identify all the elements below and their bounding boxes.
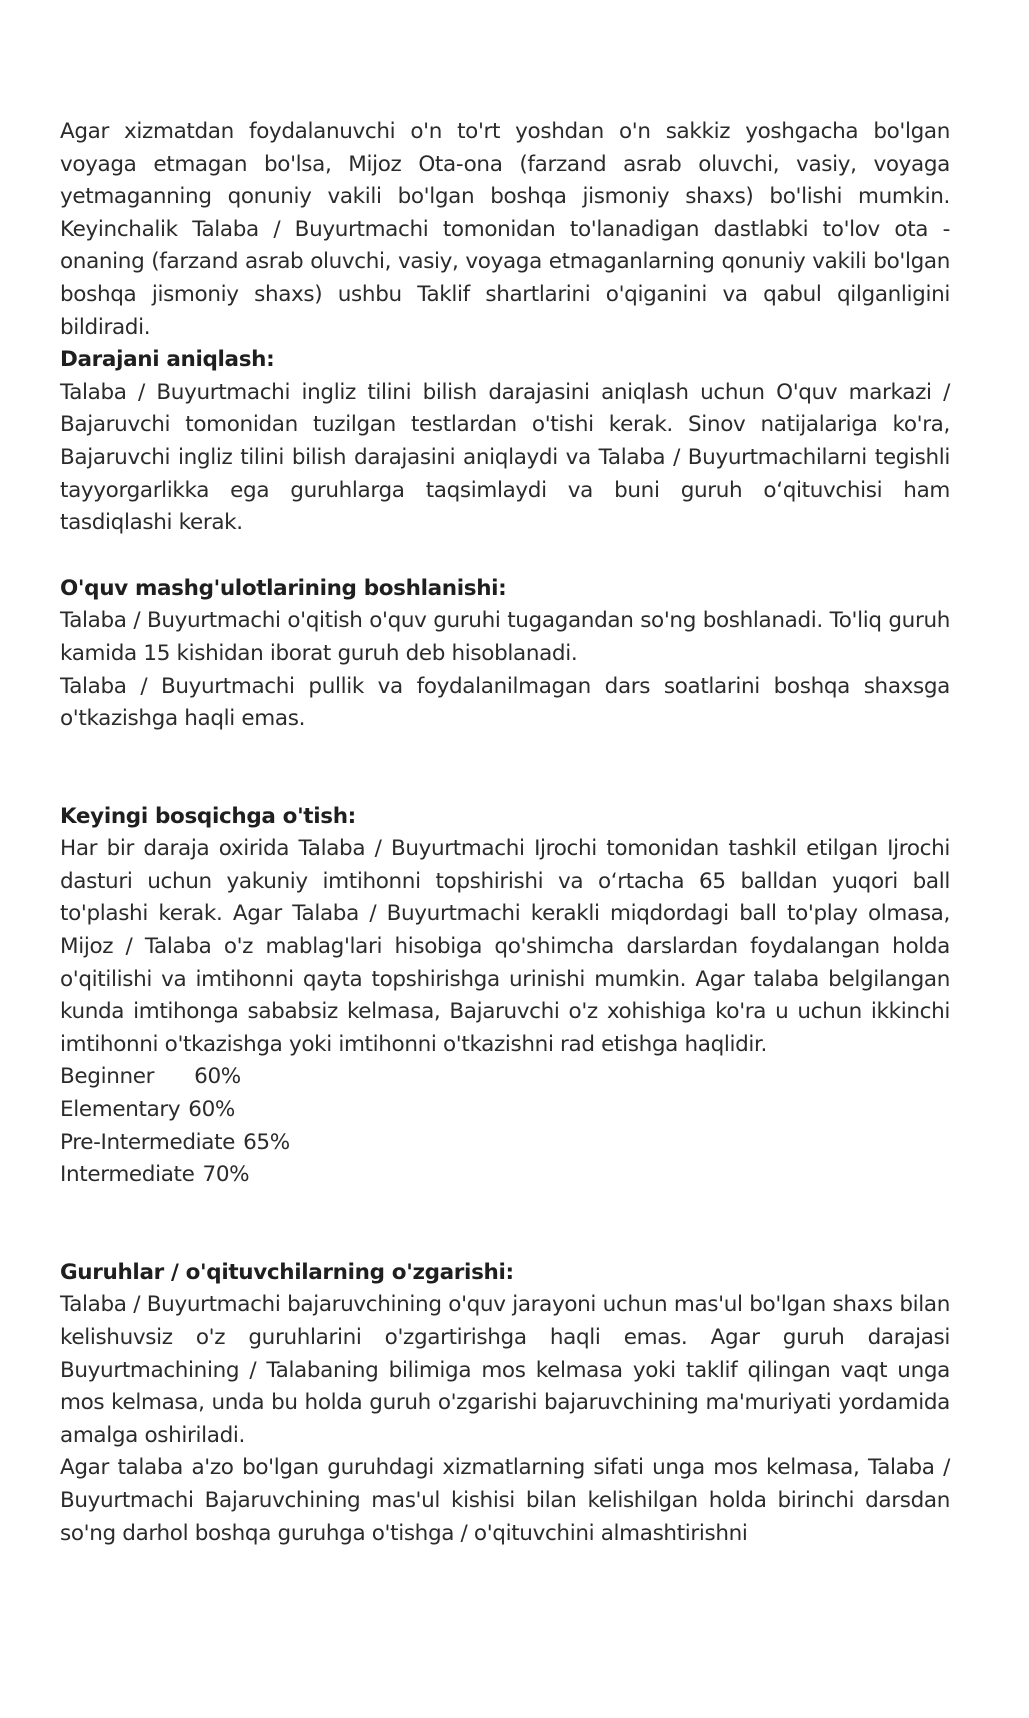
- section-body-change-1: Talaba / Buyurtmachi bajaruvchining o'quv jarayoni uchun mas'ul bo'lgan shaxs bilan kelishuvsiz o'z guruhlarini o'zgartirishga haqli emas. Agar guruh darajasi Buyurtmachining / Talabaning bilimiga mos kelmasa yoki taklif qilingan vaqt unga mos kelmasa, unda bu holda guruh o'zgarishi bajaruvchining ma'muriyati yordamida amalga oshiriladi.: [60, 1292, 950, 1448]
- level-row: [60, 1094, 950, 1127]
- level-name: Beginner: [60, 1064, 155, 1090]
- level-row: [60, 1061, 950, 1094]
- level-row: [60, 1159, 950, 1192]
- section-body-start-1: Talaba / Buyurtmachi o'qitish o'quv guruhi tugagandan so'ng boshlanadi. To'liq guruh kamida 15 kishidan iborat guruh deb hisoblanadi.: [60, 608, 950, 666]
- section-heading-level: Darajani aniqlash:: [60, 347, 275, 373]
- section-body-next: Har bir daraja oxirida Talaba / Buyurtmachi Ijrochi tomonidan tashkil etilgan Ijrochi dasturi uchun yakuniy imtihonni topshirishi va o‘rtacha 65 balldan yuqori ball to'plashi kerak. Agar Talaba / Buyurtmachi kerakli miqdordagi ball to'play olmasa, Mijoz / Talaba o'z mablag'lari hisobiga qo'shimcha darslardan foydalangan holda o'qitilishi va imtihonni qayta topshirishga urinishi mumkin. Agar talaba belgilangan kunda imtihonga sababsiz kelmasa, Bajaruvchi o'z xohishiga ko'ra u uchun ikkinchi imtihonni o'tkazishga yoki imtihonni o'tkazishni rad etishga haqlidir.: [60, 836, 950, 1057]
- section-heading-change: Guruhlar / o'qituvchilarning o'zgarishi:: [60, 1259, 514, 1285]
- level-name: Elementary: [60, 1097, 181, 1123]
- section-body-level: Talaba / Buyurtmachi ingliz tilini bilish darajasini aniqlash uchun O'quv markazi / Bajaruvchi tomonidan tuzilgan testlardan o'tishi kerak. Sinov natijalariga ko'ra, Bajaruvchi ingliz tilini bilish darajasini aniqlaydi va Talaba / Buyurtmachilarni tegishli tayyorgarlikka ega guruhlarga taqsimlaydi va buni guruh o‘qituvchisi ham tasdiqlashi kerak.: [60, 379, 950, 536]
- level-name: Pre-Intermediate: [60, 1129, 236, 1155]
- level-percent: 60%: [188, 1097, 236, 1123]
- document-page: [60, 116, 950, 1550]
- level-percent: 70%: [202, 1162, 250, 1188]
- section-body-start-2: Talaba / Buyurtmachi pullik va foydalanilmagan dars soatlarini boshqa shaxsga o'tkazishga haqli emas.: [60, 673, 950, 732]
- section-heading-next: Keyingi bosqichga o'tish:: [60, 803, 356, 829]
- level-row: [60, 1127, 950, 1160]
- level-percent: 65%: [243, 1129, 290, 1155]
- level-percent: 60%: [194, 1064, 241, 1090]
- section-heading-start: O'quv mashg'ulotlarining boshlanishi:: [60, 575, 507, 601]
- section-body-change-2: Agar talaba a'zo bo'lgan guruhdagi xizmatlarning sifati unga mos kelmasa, Talaba / Buyurtmachi Bajaruvchining mas'ul kishisi bilan kelishilgan holda birinchi darsdan so'ng darhol boshqa guruhga o'tishga / o'qituvchini almashtirishni: [60, 1455, 950, 1546]
- intro-paragraph: Agar xizmatdan foydalanuvchi o'n to'rt yoshdan o'n sakkiz yoshgacha bo'lgan voyaga etmagan bo'lsa, Mijoz Ota-ona (farzand asrab oluvchi, vasiy, voyaga yetmaganning qonuniy vakili bo'lgan boshqa jismoniy shaxs) bo'lishi mumkin. Keyinchalik Talaba / Buyurtmachi tomonidan to'lanadigan dastlabki to'lov ota - onaning (farzand asrab oluvchi, vasiy, voyaga etmaganlarning qonuniy vakili bo'lgan boshqa jismoniy shaxs) ushbu Taklif shartlarini o'qiganini va qabul qilganligini bildiradi.: [60, 119, 950, 340]
- level-name: Intermediate: [60, 1162, 195, 1188]
